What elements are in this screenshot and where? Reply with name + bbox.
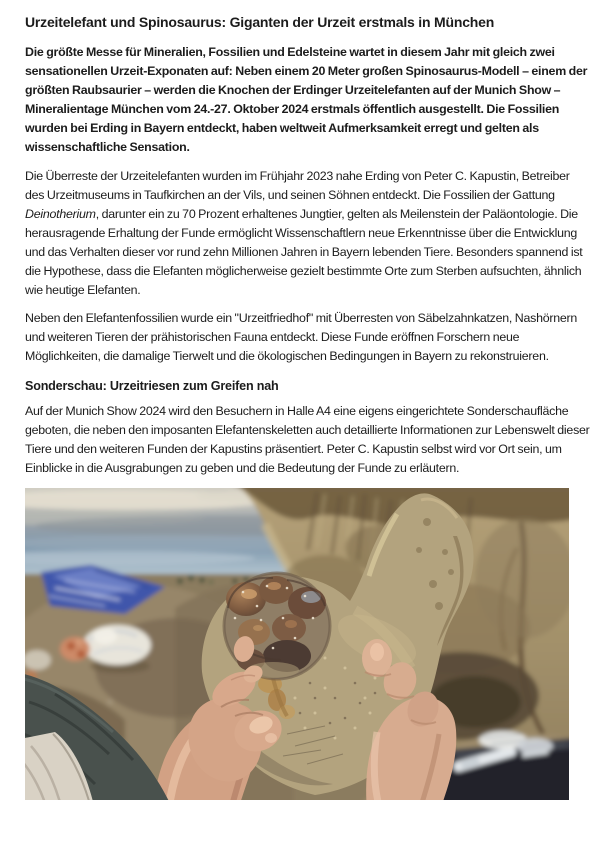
article-title: Urzeitelefant und Spinosaurus: Giganten der Urzeit erstmals in München: [25, 14, 495, 30]
paragraph-discovery: [25, 167, 590, 300]
species-name-italic: Deinotherium: [25, 206, 96, 221]
molar-tooth: [224, 573, 330, 679]
lead-paragraph: Die größte Messe für Mineralien, Fossilien und Edelsteine wartet in diesem Jahr mit gleich zwei sensationellen Urzeit-Exponaten auf: Neben einem 20 Meter großen Spinosaurus-Modell – einem der größten Raubsaurier – werden die Knochen der Erdinger Urzeitelefanten auf der Munich Show – Mineralientage München vom 24.-27. Oktober 2024 erstmals öffentlich ausgestellt. Die Fossilien wurden bei Erding in Bayern entdeckt, haben weltweit Aufmerksamkeit erregt und gelten als wissenschaftliche Sensation.: [25, 45, 588, 154]
paragraph-show: Auf der Munich Show 2024 wird den Besuchern in Halle A4 eine eigens eingerichtete Sonderschaufläche geboten, die neben den imposanten Elefantenskeletten auch detaillierte Informationen zur Lebenswelt dieser Tiere und den weiteren Funden der Kapustins präsentiert. Peter C. Kapustin selbst wird vor Ort sein, um Einblicke in die Ausgrabungen zu geben und die Bedeutung der Funde zu erläutern.: [25, 404, 590, 475]
paragraph-graveyard: Neben den Elefantenfossilien wurde ein "Urzeitfriedhof" mit Überresten von Säbelzahnkatzen, Nashörnern und weiteren Tieren der prähistorischen Fauna entdeckt. Diese Funde eröffnen Forschern neue Möglichkeiten, die damalige Tierwelt und die ökologischen Bedingungen in Bayern zu rekonstruieren.: [25, 311, 578, 363]
section-heading: Sonderschau: Urzeitriesen zum Greifen nah: [25, 379, 279, 393]
discovery-text-after: , darunter ein zu 70 Prozent erhaltenes Jungtier, gelten als Meilenstein der Paläontologie. Die herausragende Erhaltung der Funde ermöglicht Wissenschaftlern neue Erkenntnisse über die Entwicklung und das Verhalten dieser vor rund zehn Millionen Jahren in Bayern lebenden Tiere. Besonders spannend ist die Hypothese, dass die Elefanten möglicherweise gezielt bestimmte Orte zum Sterben aufsuchten, ähnlich wie heutige Elefanten.: [25, 206, 583, 297]
discovery-text-before: Die Überreste der Urzeitelefanten wurden im Frühjahr 2023 nahe Erding von Peter C. Kapustin, Betreiber des Urzeitmuseums in Taufkirchen an der Vils, und seinen Söhnen entdeckt. Die Fossilien der Gattung: [25, 168, 570, 202]
excavation-photo: [25, 488, 569, 800]
excavation-photo-art: [25, 488, 569, 800]
